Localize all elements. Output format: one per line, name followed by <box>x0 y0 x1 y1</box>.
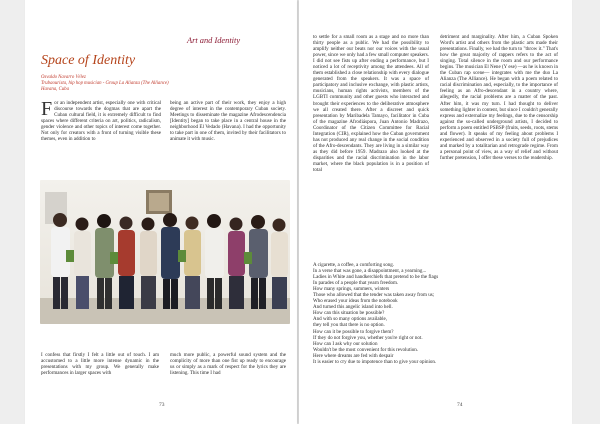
body-column-1-text: to settle for a small room as a stage and no more than thirty people as a public. We had the possibility to amplify neither our beats nor our voices with the usual power, since we only had a few small computer speakers. I did not see fists up after ending a performance, but I noticed a lot of receptivity among the attendees. All of them established a close relationship with every dialogue generated from the speakers. It was a space of participatory and inclusive exchange, with plastic artists, musicians, human rights activists, members of the LGBTI community and other guests who interacted and brought their experiences to the deliberative atmosphere we all created there. After a discreet and quick presentation by Maribadela Tamayo, facilitator in Cuba of the magazine Afrodiáspora, Juan Antonio Madrazo, Coordinator of the Citizen Committee for Racial Integration (CIR), explained how the Cuban government has not produced any real change in the social condition of the Afro-descendants. They are living in a similar way as they did before 1959. Madrazo also looked at the disparities and the racial discrimination in the labor market, where the black population is in a position of total <box>313 34 429 174</box>
left-page <box>25 0 297 424</box>
poem-line: It is easier to cry due to impotence than to give your opinion. <box>313 358 437 365</box>
intro-column-2 <box>170 100 286 142</box>
intro-column-1-text: or an independent artist, especially one with critical discourse towards the dogmas that are apart the Cuban cultural field, it is extremely difficult to find spaces where different criteria on art, politics, radicalism, gender violence and other topics of interest come together. Not only for creators with a front of turning visible these themes, even in addition to <box>41 100 161 143</box>
author-role: Trubaourista, hip hop musician - Group La Alianza (The Alliance) <box>41 81 169 86</box>
poem-line: In a verse that was gone, a disappointment, a yearning... <box>313 268 427 275</box>
section-label: Art and Identity <box>187 36 241 45</box>
poem-line: How can this situation be possible? <box>313 310 385 317</box>
author-block <box>41 75 169 93</box>
article-title: Space of Identity <box>41 53 136 68</box>
poem-line: Here where dreams are fed with despair <box>313 352 394 359</box>
poem-line: If they do not forgive you, whether you're right or not. <box>313 334 423 341</box>
bottom-column-1-text: I confess that firstly I felt a little out of touch. I am accustomed to a little more intense dynamic in the presentations with my group. We generally make performances in larger spaces with <box>41 352 159 377</box>
author-name: Osvaldo Navarro Vélez <box>41 75 86 80</box>
body-column-2 <box>440 34 558 161</box>
poem-line: In parades of a people that yearn freedom. <box>313 280 399 287</box>
drop-cap: F <box>41 98 53 120</box>
author-place: Havana, Cuba <box>41 87 69 92</box>
poem-line: How many springs, summers, winters <box>313 286 390 293</box>
poem-line: How can it be possible to forgive them? <box>313 328 394 335</box>
intro-column-1 <box>41 100 161 142</box>
page-number-right: 74 <box>457 402 463 408</box>
bottom-column-1 <box>41 352 159 376</box>
poem-line: And with so many options available, <box>313 316 388 323</box>
group-photo <box>40 180 290 324</box>
poem <box>313 262 558 365</box>
right-page <box>299 0 572 424</box>
poem-line: Ladies in White and handkerchiefs that pretend to be the flags <box>313 274 439 281</box>
bottom-column-2-text: much more public, a powerful sound system and the complicity of more than one fist up ready to encourage us or simply as a mark of respect for the lyrics they are listening. This time I had <box>170 352 286 377</box>
poem-line: Wouldn't be the most convenient for this revolution. <box>313 346 419 353</box>
bottom-column-2 <box>170 352 286 376</box>
poem-line: Who erased your ideas from the notebook <box>313 298 398 305</box>
poem-line: they tell you that there is no option. <box>313 322 385 329</box>
poem-line: How can I ask why our solution <box>313 340 378 347</box>
body-column-1 <box>313 34 429 173</box>
poem-line: A cigarette, a coffee, a comforting song. <box>313 262 395 268</box>
body-column-2-text: detriment and marginality. After him, a Cuban Spoken Word's artist and others from the plastic arts made their presentations. Finally, we had the turn to "throw it." That's how the great majority of rappers refers to the act of singing. Total silence in the room and our performance begins. The musician El Nene (Y ese) —as he is known in the Cuban rap scene— integrates with me the duo La Alianza (The Alliance). He began with a poem related to racial discrimination and, especially, to the importance of feeling as an Afro-descendant in a country where, allegedly, the racial problems are a matter of the past. After him, it was my turn. I had thought to deliver something lighter in content, but since I couldn't generally express and externalize my feelings, due to the censorship against the so-called underground artists, I decided to perform a poem entitled PSBSP (fruits, seeds, roots, stems and flower). It speaks of my feeling about problems I experienced and observed in a society full of prejudices and marked by a totalitarian and retrograde regime. From a personal point of view, as a way of relief and without further pretension, I offer these verses to the readership. <box>440 34 558 161</box>
poem-line: Those who allowed that the tender was taken away from us; <box>313 292 435 299</box>
poem-line: And turned this angelic island into hell. <box>313 304 393 311</box>
page-number-left: 73 <box>159 402 165 408</box>
intro-column-2-text: being an active part of their work, they enjoy a high degree of interest in the contemporary Cuban society. Meetings to disseminate the magazine Afrodescendencia [Identity] began to take place in a central house in the neighborhood El Vedado (Havana). I had the opportunity to take part in one of them, invited by their facilitators to animate it with music. <box>170 100 286 143</box>
